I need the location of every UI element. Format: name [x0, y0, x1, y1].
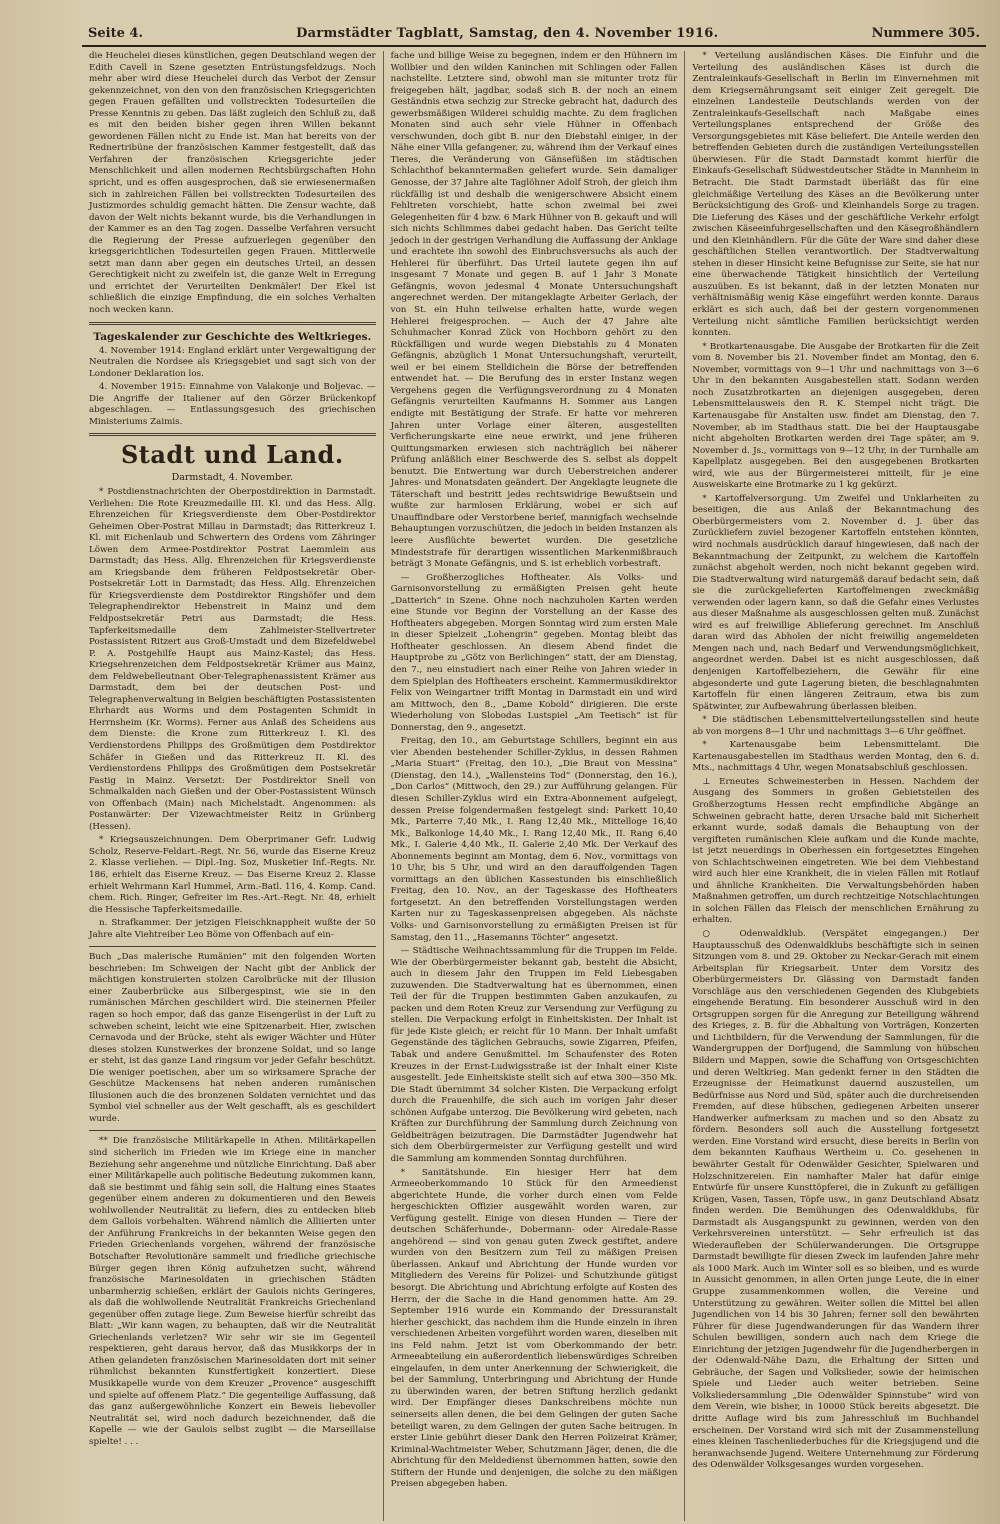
column-1	[82, 51, 383, 1521]
issue-number: Nummere 305.	[871, 26, 980, 41]
article-malerische-rumaenien: Buch „Das malerische Rumänien“ mit den folgenden Worten beschrieben: Im Schweigen der Nacht gibt der Anblick der mächtigen konstruierten stolzen Carolbrücke mit der Illusion einer Zauberbrücke aus Silbergespinst, wie sie in den rumänischen Märchen geschildert wird. Die steinernen Pfeiler ragen so hoch empor, daß das ganze Eisengerüst in der Luft zu schweben scheint, leicht wie eine Spitzenarbeit. Hier, zwischen Cernavoda und der Brücke, steht als ewiger Wächter und Hüter dieses stolzen Kunstwerkes der bronzene Soldat, und so lange er steht, ist das ganze Land ringsum vor jeder Gefahr beschützt. Die weniger poetischen, aber um so wirksamere Sprache der Geschütze Mackensens hat neben anderen rumänischen Illusionen auch die des bronzenen Soldaten vernichtet und das Symbol viel schneller aus der Welt geschafft, als es geschildert wurde.	[89, 952, 376, 1124]
page-number: Seite 4.	[88, 26, 143, 41]
article-kartenausgabe: * Kartenausgabe beim Lebensmittelamt. Die Kartenausgabestellen im Stadthaus werden Montag, den 6. d. Mts., nachmittags 4 Uhr, wegen Monatsabschluß geschlossen.	[692, 740, 980, 774]
article-sanitaetshunde: * Sanitätshunde. Ein hiesiger Herr hat dem Armeeoberkommando 10 Stück für den Armeedienst abgerichtete Hunde, die vorher durch einen vom Felde hergeschickten Offizier ausgewählt worden waren, zur Verfügung gestellt. Einige von diesen Hunden — Tiere der deutschen Schäferhunde-, Dobermann- oder Airedale-Rasse angehörend — sind von genau guten Zweck gestiftet, andere wurden von den Besitzern zum Teil zu mäßigen Preisen überlassen. Ankauf und Abrichtung der Hunde wurden vor Mitgliedern des Vereins für Polizei- und Schutzhunde gütigst besorgt. Die Abrichtung und Abrichtung erfolgte auf Kosten des Herrn, der die Sache in die Hand genommen hatte. Am 29. September 1916 wurde ein Kommando der Dressuranstalt hierher geschickt, das nachdem ihm die Hunde einzeln in ihren verschiedenen Arbeiten vorgeführt worden waren, dieselben mit ins Feld nahm. Jetzt ist vom Oberkommando der betr. Armeeabteilung ein außerordentlich liebenswürdiges Schreiben eingelaufen, in dem unter Anerkennung der Schwierigkeit, die bei der Sammlung, Unterbringung und Abrichtung der Hunde zu überwinden waren, der betren Stiftung herzlich gedankt wird. Der Empfänger dieses Dankschreibens möchte nun seinerseits allen denen, die bei dem Gelingen der guten Sache beteiligt waren, zu dem Gelingen der guten Sache beitrugen. In erster Linie gebührt dieser Dank den Herren Polizeirat Krämer, Kriminal-Wachtmeister Weber, Schutzmann Jäger, denen, die die Abrichtung für den Meldedienst übernommen hatten, sowie den Stiftern der Hunde und denjenigen, die solche zu den mäßigen Preisen abgegeben haben.	[390, 1167, 678, 1490]
newspaper-title: Darmstädter Tagblatt, Samstag, den 4. November 1916.	[296, 26, 719, 41]
heading-tageskalender: Tageskalender zur Geschichte des Weltkrieges.	[93, 330, 372, 343]
columns	[82, 51, 986, 1521]
article-odenwaldklub: ○ Odenwaldklub. (Verspätet eingegangen.) Der Hauptausschuß des Odenwaldklubs beschäftigte sich in seinen Sitzungen vom 8. und 29. Oktober zu Neckar-Gerach mit einem Arbeitsplan für Kriegsarbeit. Unter dem Vorsitz des Oberbürgermeisters Dr. Glässing von Darmstadt fanden Vorschläge aus den verschiedenen Gegenden des Klubgebiets eingehende Beratung. Ein besonderer Ausschuß wird in den Ortsgruppen sorgen für die Anregung zur Beteiligung während des Krieges, z. B. für die Abhaltung von Vorträgen, Konzerten und Lichtbildern, für die Verwendung der Sammlungen, für die Wandergruppen der Dorfjugend, die Sammlung von hübschen Bildern und Mappen, sowie die Schaffung von Ortsgeschichten und deren Weltkrieg. Man gedenkt ferner in den Städten die Erzeugnisse der Heimatkunst dauernd auszustellen, um Bedürfnisse aus Nord und Süd, später auch die durchreisenden Fremden, auf diese hübschen, gediegenen Arbeiten unserer Handwerker aufmerksam zu machen und so den Absatz zu fördern. Besonders soll auch die Ausstellung fortgesetzt werden. Eine Vorstand wird ersucht, diese bereits in Berlin von dem bekannten Kaufhaus Wertheim u. Co. gesehenen in bewährter Gestalt für Odenwälder Gesichter, Spielwaren und Holzschnitzereien. Ein namhafter Maler hat dafür einige Entwürfe für unsere Kunsttöpferei, die in Zukunft zu gefälligen Krügen, Vasen, Tassen, Töpfe usw., in ganz Deutschland Absatz finden werden. Die Bemühungen des Odenwaldklubs, für Darmstadt als Ausgangspunkt zu gewinnen, werden von den Verkehrsvereinen unterstützt. — Sehr erfreulich ist das Wiederaufleben der Schülerwanderungen. Die Ortsgruppe Darmstadt bewilligte für diesen Zweck im laufenden Jahre mehr als 1000 Mark. Auch im Winter soll es so bleiben, und es wurde in Aussicht genommen, in allen Orten junge Leute, die in einer Gruppe zusammenkommen wollen, die Vereine und Unterstützung zu gewähren. Weiter sollen die Mittel bei allen Jugendlichen von 14 bis 30 Jahren; ferner soll den bewährten Führer für diese Jugendwanderungen für das Wandern ihrer Schulen bewilligen, sondern auch nach dem Kriege die Einrichtung der jetzigen Jugendwehr für die Jugendherbergen in der Odenwald-Nähe Dazu, die Erhaltung der Sitten und Gebräuche, der Sagen und Volkslieder, sowie der heimischen Spiele und Lieder auch weiter betrieben. Seine Volksliedersammlung „Die Odenwälder Spinnstube“ wird von dem Verein, wie bisher, in 10000 Stück bereits abgesetzt. Die dritte Auflage wird bis zum Jahresschluß im Buchhandel erscheinen. Der Vorstand wird sich mit der Zusammenstellung eines kleinen Taschenliederbuches für die Kriegsjugend und die heranwachsende Jugend. Weitere Unternehmung zur Förderung des Odenwälder Volksgesanges wurden vorgesehen.	[692, 929, 980, 1471]
article-strafkammer: n. Strafkammer. Der jetzigen Fleischknappheit wußte der 50 Jahre alte Viehtreiber Leo Böme von Offenbach auf ein-	[89, 918, 376, 940]
article-schweinesterben: ⊥ Erneutes Schweinesterben in Hessen. Nachdem der Ausgang des Sommers in großen Gebietsteilen des Großherzogtums Hessen recht empfindliche Abgänge an Schweinen gebracht hatte, deren Ursache bald mit Sicherheit erkannt wurde, sodaß damals die Behauptung von der vergifteten rumänischen Kleie aufkam und die Kunde machte, ist jetzt neuerdings in Oberhessen ein fortgesetztes Eingehen von Schlachtschweinen eingetreten. Wie bei dem Viehbestand wird auch hier eine Krankheit, die in vielen Fällen mit Rotlauf und ähnliche Krankheiten. Die Verwaltungsbehörden haben Maßnahmen getroffen, um durch rechtzeitige Notschlachtungen in solchen Fällen das Fleisch der menschlichen Ernährung zu erhalten.	[692, 776, 980, 926]
calendar-entry-1914: 4. November 1914: England erklärt unter Vergewaltigung der Neutralen die Nordsee als Kriegsgebiet und sagt sich von der Londoner Deklaration los.	[89, 345, 376, 379]
divider	[89, 433, 376, 436]
article-lebensmittel: * Die städtischen Lebensmittelverteilungsstellen sind heute ab von morgens 8—1 Uhr und nachmittags 3—6 Uhr geöffnet.	[692, 715, 980, 737]
article-kriegsauszeichnungen: * Kriegsauszeichnungen. Dem Oberprimaner Gefr. Ludwig Scholz, Reserve-Feldart.-Regt. Nr. 56, wurde das Eiserne Kreuz 2. Klasse verliehen. — Dipl.-Ing. Soz, Musketier Inf.-Regts. Nr. 186, erhielt das Eiserne Kreuz. — Das Eiserne Kreuz 2. Klasse erhielt Wehrmann Karl Hummel, Arm.-Batl. 116, 4. Komp. Cand. chem. Rich. Ringer, Gefreiter im Res.-Art.-Regt. Nr. 48, erhielt die Hessische Tapferkeitsmedaille.	[89, 835, 376, 915]
article-militaerkapelle: ** Die französische Militärkapelle in Athen. Militärkapellen sind sicherlich im Frieden wie im Kriege eine in mancher Beziehung sehr angenehme und nützliche Einrichtung. Daß aber einer Militärkapelle auch politische Bedeutung zukommen kann, daß sie bestimmt und fähig sein soll, die Haltung eines Staates gegenüber einem anderen zu dokumentieren und den Beweis wohlwollender Neutralität zu liefern, dies zu entdecken blieb dem Gallois vorbehalten. Während nämlich die Alliierten unter der Anführung Frankreichs in der bekannten Weise gegen den Frieden Griechenlands vorgehen, während der französische Botschafter Revolutionäre sammelt und friedliche griechische Bürger gegen ihren König aufzuhetzen sucht, während französische Marinesoldaten in griechischen Städten unbarmherzig schießen, erklärt der Gaulois nichts Geringeres, als daß die wohlwollende Neutralität Frankreichs Griechenland gegenüber offen zutage liege. Zum Beweise hierfür schreibt das Blatt: „Wir kann wagen, zu behaupten, daß wir die Neutralität Griechenlands verletzen? Wir sehr wir sie im Gegenteil respektieren, geht daraus hervor, daß das Musikkorps der in Athen gelandeten französischen Marinesoldaten dort mit seiner rühmlichst bekannten Kunstfertigkeit konzertiert. Diese Musikkapelle wurde von dem Kreuzer „Provence“ ausgeschifft und spielte auf offenem Platz.“ Die gegenteilige Auffassung, daß das ganz außergewöhnliche Konzert ein Beweis liebevoller Neutralität sei, wird noch dadurch bezeichnender, daß die Kapelle — wie der Gaulois selbst zugibt — die Marseillaise spielte! . . .	[89, 1136, 376, 1447]
article-brotkarten: * Brotkartenausgabe. Die Ausgabe der Brotkarten für die Zeit vom 8. November bis 21. November findet am Montag, den 6. November, vormittags von 9—1 Uhr und nachmittags von 3—6 Uhr in den bekannten Ausgabestellen statt. Sodann werden noch Zusatzbrotkarten an diejenigen ausgegeben, deren Lebensmittelausweis den R. K. Stempel nicht trägt. Die Kartenausgabe für Anstalten usw. findet am Dienstag, den 7. November, ab im Stadthaus statt. Die bei der Hauptausgabe nicht abgeholten Brotkarten werden drei Tage später, am 9. November d. Js., vormittags von 9—12 Uhr, in der Turnhalle am Kapellplatz ausgegeben. Bei den ausgegebenen Brotkarten wird, wie aus der Bürgermeisterei mitteilt, für je eine Ausweiskarte eine Brotmarke zu 1 kg gekürzt.	[692, 341, 980, 491]
article-kartoffel: * Kartoffelversorgung. Um Zweifel und Unklarheiten zu beseitigen, die aus Anlaß der Bekanntmachung des Oberbürgermeisters vom 2. November d. J. über das Zurückliefern zuviel bezogener Kartoffeln entstehen könnten, wird nochmals ausdrücklich darauf hingewiesen, daß nach der Bekanntmachung der Zeitpunkt, zu welchem die Kartoffeln zunächst abgeholt werden, noch nicht bekannt gegeben wird. Die Stadtverwaltung wird naturgemäß darauf bedacht sein, daß sie die zurückgelieferten Kartoffelmengen zweckmäßig verwenden oder lagern kann, so daß die Gefahr eines Verlustes aus dieser Maßnahme als ausgeschlossen gelten muß. Zunächst wird es auf freiwillige Ablieferung gerechnet. Im Anschluß daran wird das Abholen der nicht freiwillig angemeldeten Mengen nach und, nach Bedarf und Verwendungsmöglichkeit, angeordnet werden. Dabei ist es nicht ausgeschlossen, daß denjenigen Kartoffelbeziehern, die Gewähr für eine abgesonderte und gute Lagerung bieten, die beschlagnahmten Kartoffeln für einen längeren Zeitraum, etwa bis zum Spätwinter, zur Aufbewahrung überlassen bleiben.	[692, 493, 980, 712]
article-kaese: * Verteilung ausländischen Käses. Die Einfuhr und die Verteilung des ausländischen Käses ist durch die Zentraleinkaufs-Gesellschaft in Berlin im Einvernehmen mit dem Kriegsernährungsamt seit einiger Zeit geregelt. Die einzelnen Landesteile Deutschlands werden von der Zentraleinkaufs-Gesellschaft nach Maßgabe eines Verteilungsplanes entsprechend der Größe des Versorgungsgebietes mit Käse beliefert. Die Anteile werden den betreffenden Gebieten durch die zuständigen Verteilungsstellen überwiesen. Für die Stadt Darmstadt kommt hierfür die Einkaufs-Gesellschaft Südwestdeutscher Städte in Mannheim in Betracht. Die Stadt Darmstadt überläßt das für eine gleichmäßige Verteilung des Käses an die Bevölkerung unter Berücksichtigung des Groß- und Kleinhandels Sorge zu tragen. Die Lieferung des Käses und der geschäftliche Verkehr erfolgt zwischen Käseeinfuhrgesellschaften und den Käsegroßhändlern und den Kleinhändlern. Für die Güte der Ware sind daher diese geschäftlichen Stellen verantwortlich. Der Stadtverwaltung stehen in dieser Hinsicht keine Befugnisse zur Seite, sie hat nur eine überwachende Tätigkeit hinsichtlich der Verteilung auszuüben. Es ist bekannt, daß in der letzten Monaten nur verhältnismäßig wenig Käse eingeführt werden konnte. Daraus erklärt es sich auch, daß bei der gestern vorgenommenen Verteilung nicht sämtliche Familien berücksichtigt werden konnten.	[692, 51, 980, 339]
article-edith-cavell: die Heuchelei dieses künstlichen, gegen Deutschland wegen der Edith Cavell in Szene gesetzten Entrüstungsfeldzugs. Noch mehr aber wird diese Heuchelei durch das Verbot der Zensur gekennzeichnet, von den von den französischen Kriegsgerichten gegen Frauen gefällten und vollstreckten Todesurteilen die Presse Kenntnis zu geben. Das läßt zugleich den Schluß zu, daß es mit den beiden bisher gegen ihren Willen bekannt gewordenen Fällen nicht zu Ende ist. Man hat bereits von der Rednertribüne der französischen Kammer festgestellt, daß das Verfahren der französischen Kriegsgerichte jeder Menschlichkeit und allen modernen Rechtsbürgschaften Hohn spricht, und es offen ausgesprochen, daß sie erwiesenermaßen sich in zahlreichen Fällen bei vollstreckten Todesurteilen des Justizmordes schuldig gemacht hätten. Die Zensur wachte, daß davon der Welt nichts bekannt wurde, bis die Verhandlungen in der Kammer es an den Tag zogen. Dasselbe Verfahren versucht die Regierung der Presse aufzuerlegen gegenüber den kriegsgerichtlichen Todesurteilen gegen Frauen. Mittlerweile setzt man dann aber gegen ein deutsches Urteil, an dessen Gerechtigkeit nicht zu zweifeln ist, die ganze Welt in Erregung und errichtet der Verurteilten Denkmäler! Der Ekel ist schließlich die einzige Empfindung, die ein solches Verhalten noch wecken kann.	[89, 51, 376, 316]
dateline: Darmstadt, 4. November.	[171, 472, 294, 484]
column-3	[684, 51, 986, 1521]
article-weihnachtssammlung: — Städtische Weihnachtssammlung für die Truppen im Felde. Wie der Oberbürgermeister bekannt gab, besteht die Absicht, auch in diesem Jahr den Truppen im Feld Liebesgaben zuzuwenden. Die Stadtverwaltung hat es übernommen, einen Teil der für die Truppen bestimmten Gaben anzukaufen, zu packen und dem Roten Kreuz zur Versendung zur Verfügung zu stellen. Die Verpackung erfolgt in Einheitskisten. Der Inhalt ist für jede Kiste gleich; er reicht für 10 Mann. Der Inhalt umfaßt Gegenstände des täglichen Gebrauchs, sowie Zigarren, Pfeifen, Tabak und andere Genußmittel. Im Schaufenster des Roten Kreuzes in der Ernst-Ludwigsstraße ist der Inhalt einer Kiste ausgestellt. Jede Einheitskiste stellt sich auf etwa 300—350 Mk. Die Stadt übernimmt 34 solcher Kisten. Die Verpackung erfolgt durch die Frauenhilfe, die sich auch im vorigen Jahr dieser schönen Aufgabe unterzog. Die Bevölkerung wird gebeten, nach Kräften zur Durchführung der Sammlung durch Zeichnung von Geldbeiträgen beizutragen. Die Darmstädter Jugendwehr hat sich dem Oberbürgermeister zur Verfügung gestellt und wird die Sammlung am kommenden Sonntag durchführen.	[390, 946, 678, 1164]
calendar-entry-1915: 4. November 1915: Einnahme von Valakonje und Boljevac. — Die Angriffe der Italiener auf den Görzer Brückenkopf abgeschlagen. — Entlassungsgesuch des griechischen Ministeriums Zaimis.	[89, 382, 376, 427]
article-strafkammer-cont: fache und billige Weise zu begegnen, indem er den Hühnern im Wollbier und den wilden Kaninchen mit Schlingen oder Fallen nachstellte. Letztere sind, obwohl man sie mitunter trotz für freigegeben hält, jagdbar, sodaß sich B. der noch an einem Geständnis etwa sechzig zur Strecke gebracht hat, dadurch des gewerbsmäßigen Wilderei schuldig machte. Zu dem fraglichen Monaten sind auch sehr viele Hühner in Offenbach verschwunden, doch gibt B. nur den Diebstahl einiger, in der Nähe einer Villa gefangener, zu, während ihm der Verkauf eines Tieres, die Veränderung von Gänsefüßen im städtischen Schlachthof bekanntermaßen geliefert wurde. Sein damaliger Genosse, der 37 Jahre alte Taglöhner Adolf Stroh, der gleich ihm rückfällig ist und deshalb die wenigerschwere Absicht einem Fehltreten vorschiebt, hatte schon zweimal bei zwei Gelegenheiten für 4 bzw. 6 Mark Hühner von B. gekauft und will sich nichts Schlimmes dabei gedacht haben. Das Gericht teilte jedoch in der gestrigen Verhandlung die Auffassung der Anklage und erachtete ihn sowohl des Einbruchsversuchs als auch der Hehlerei für überführt. Das Urteil lautete gegen ihn auf insgesamt 7 Monate und gegen B. auf 1 Jahr 3 Monate Gefängnis, wovon jedesmal 4 Monate Untersuchungshaft angerechnet werden. Der mitangeklagte Arbeiter Gerlach, der von St. ein Huhn teilweise erhalten hatte, wurde wegen Hehlerei freigesprochen. — Auch der 47 Jahre alte Schuhmacher Konrad Zück von Hochborn gehört zu den Rückfälligen und wurde wegen Diebstahls zu 4 Monaten Gefängnis, abzüglich 1 Monat Untersuchungshaft, verurteilt, weil er bei einem Stelldichein die Börse der betreffenden entwendet hat. — Die Berufung des in erster Instanz wegen Vergehens gegen die Verfügungsverordnung zu 4 Monaten Gefängnis verurteilten Kaufmanns H. Sommer aus Langen endigte mit Bestätigung der Strafe. Er hatte vor mehreren Jahren unter Vorlage einer älteren, ausgestellten Verficherungskarte eine neue erwirkt, und jene früheren Quittungsmarken erwiesen sich nachträglich bei näherer Prüfung anläßlich einer Beschwerde des S. selbst als doppelt benutzt. Die Entwertung war durch Ueberstreichen anderer Jahres- und Monatsdaten geändert. Der Angeklagte leugnete die Täterschaft und bestritt jedes rechtswidrige Bewußtsein und wußte zur harmlosen Erklärung, wobei er sich auf Unauffindbare oder Verstorbene berief, mannigfach wechselnde Behauptungen vorzuschützen, die jedoch in beiden Instanzen als leere Ausflüchte bewertet wurden. Die gesetzliche Mindeststrafe für derartigen wissentlichen Markenmißbrauch beträgt 3 Monate Gefängnis, und S. ist erheblich vorbestraft.	[390, 51, 678, 570]
article-schiller-zyklus: Freitag, den 10., am Geburtstage Schillers, beginnt ein aus vier Abenden bestehender Schiller-Zyklus, in dessen Rahmen „Maria Stuart“ (Freitag, den 10.), „Die Braut von Messina“ (Dienstag, den 14.), „Wallensteins Tod“ (Donnerstag, den 16.), „Don Carlos“ (Mittwoch, den 29.) zur Aufführung gelangen. Für diesen Schiller-Zyklus wird ein Extra-Abonnement aufgelegt, dessen Preise folgendermaßen festgelegt sind: Parkett 10,40 Mk., Parterre 7,40 Mk., I. Rang 12,40 Mk., Mittelloge 16,40 Mk., Balkonloge 14,40 Mk., I. Rang 12,40 Mk., II. Rang 6,40 Mk., I. Galerie 4,40 Mk., II. Galerie 2,40 Mk. Der Verkauf des Abonnements beginnt am Montag, dem 6. Nov., vormittags von 10 Uhr, bis 5 Uhr, und wird an den darauffolgenden Tagen vormittags an den üblichen Kassestunden bis einschließlich Freitag, den 10. Nov., an der Tageskasse des Hoftheaters fortgesetzt. An den betreffenden Vorstellungstagen werden Karten nur zu Tageskassenpreisen abgegeben. Als nächste Volks- und Garnisonvorstellung zu ermäßigten Preisen ist für Samstag, den 11., „Hasemanns Töchter“ angesetzt.	[390, 736, 678, 943]
masthead	[82, 22, 986, 47]
article-postdienst: * Postdienstnachrichten der Oberpostdirektion in Darmstadt. Verliehen: Die Rote Kreuzmedaille III. Kl. und das Hess. Allg. Ehrenzeichen für Kriegsverdienste dem Ober-Postdirektor Geheimen Ober-Postrat Millau in Darmstadt; das Ritterkreuz I. Kl. mit Eichenlaub und Schwertern des Ordens vom Zähringer Löwen dem Armee-Postdirektor Postrat Laemmlein aus Darmstadt; das Hess. Allg. Ehrenzeichen für Kriegsverdienste am Kriegsbande dem früheren Feldpostsekretär Ober-Postsekretär Lott in Darmstadt; das Hess. Allg. Ehrenzeichen für Kriegsverdienste dem Postdirektor Ringshöfer und dem Telegraphendirektor Hebenstreit in Mainz und dem Feldpostsekretär Petri aus Darmstadt; die Hess. Tapferkeitsmedaille dem Zahlmeister-Stellvertreter Postassistent Ritzert aus Groß-Umstadt und dem Bizefeldwebel P. A. Postgehilfe Haupt aus Mainz-Kastel; das Hess. Kriegsehrenzeichen dem Feldpostsekretär Krämer aus Mainz, dem Feldwebelleutnant Ober-Telegraphenassistent Krämer aus Darmstadt, dem bei der deutschen Post- und Telegraphenverwaltung in Belgien beschäftigten Postassistenten Ehrhardt aus Worms und dem Postagenten Schmidt in Herrnsheim (Kr. Worms). Ferner aus Anlaß des Scheidens aus dem Dienste: die Krone zum Ritterkreuz I. Kl. des Verdienstordens Philipps des Großmütigen dem Postdirektor Schäfer in Gießen und das Ritterkreuz II. Kl. des Verdienstordens Philipps des Großmütigen dem Postsekretär Fastig in Mainz. Versetzt: Der Postdirektor Snell von Schmalkalden nach Gießen und der Ober-Postassistent Wünsch von Offenbach (Main) nach Michelstadt. Angenommen: als Postanwärter: Der Vizewachtmeister Reitz in Grünberg (Hessen).	[89, 486, 376, 832]
divider	[89, 946, 376, 947]
divider	[89, 322, 376, 325]
divider	[89, 1130, 376, 1131]
heading-stadt-und-land: Stadt und Land.	[120, 440, 344, 470]
article-hoftheater: — Großherzogliches Hoftheater. Als Volks- und Garnisonvorstellung zu ermäßigten Preisen geht heute „Datterich“ in Szene. Ohne noch nachzuholen Karten werden eine Stunde vor Beginn der Vorstellung an der Kasse des Hoftheaters abgegeben. Morgen Sonntag wird zum ersten Male in dieser Spielzeit „Lohengrin“ gegeben. Montag bleibt das Hoftheater geschlossen. An diesem Abend findet die Hauptprobe zu „Götz von Berlichingen“ statt, der am Dienstag, den 7., neu einstudiert nach einer Reihe von Jahren wieder in dem Spielplan des Hoftheaters erscheint. Kammermusikdirektor Felix von Weingartner trifft Montag in Darmstadt ein und wird am Mittwoch, den 8., „Dame Kobold“ dirigieren. Die erste Wiederholung von Slobodas Lustspiel „Am Teetisch“ ist für Donnerstag, den 9., angesetzt.	[390, 572, 678, 733]
column-2	[383, 51, 685, 1521]
